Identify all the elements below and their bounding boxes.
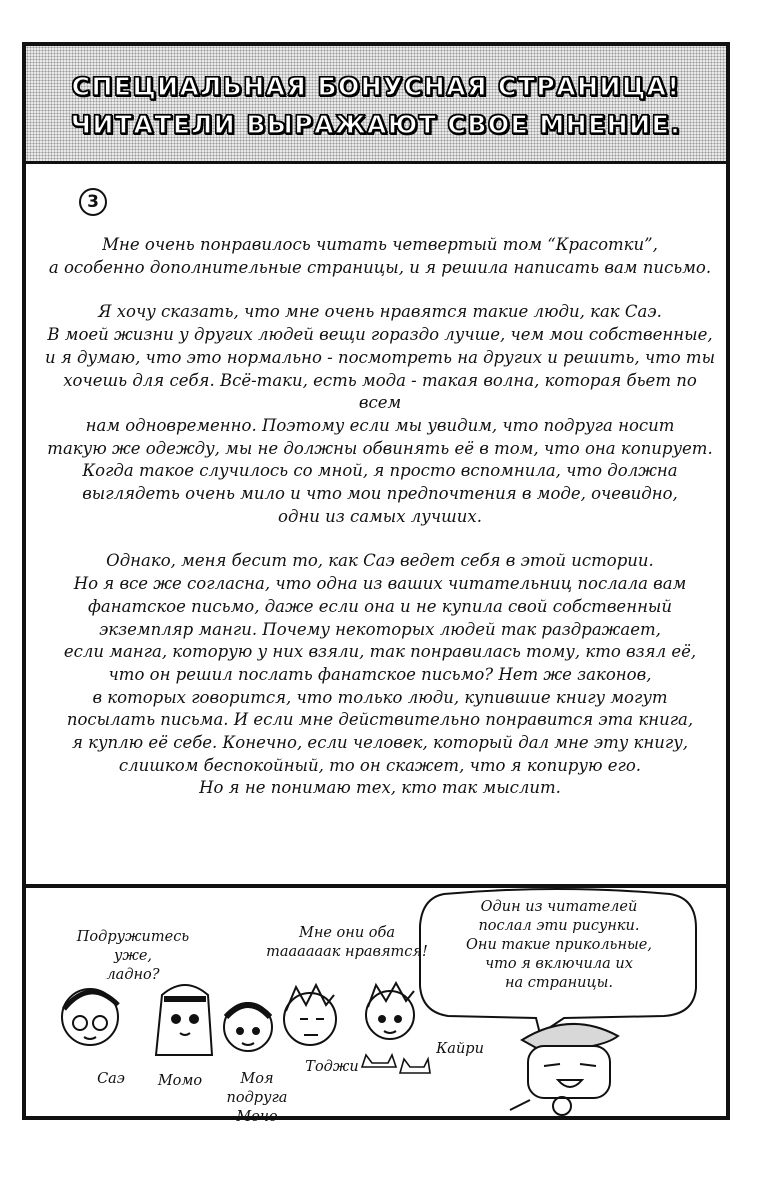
header-title-line2: ЧИТАТЕЛИ ВЫРАЖАЮТ СВОЕ МНЕНИЕ.	[70, 110, 682, 139]
label-friend-mocho: Моя подруга Мочо	[226, 1071, 288, 1125]
label-toji: Тоджи	[305, 1059, 359, 1075]
letter-paragraph: Я хочу сказать, что мне очень нравятся такие люди, как Саэ. В моей жизни у других людей вещи гораздо лучше, чем мои собственные, и я думаю, что это нормально - посмотреть на других и решить, что ты хочешь для себя. Всё-таки, есть мода - такая волна, которая бьет по всем нам одновременно. Поэтому если мы увидим, что подруга носит такую же одежду, мы не должны обвинять её в том, что она копирует. Когда такое случилось со мной, я просто вспомнила, что должна выглядеть очень мило и что мои предпочтения в моде, очевидно, одни из самых лучших.	[44, 302, 716, 526]
reader-drawings	[40, 975, 440, 1085]
caption-make-friends: Подружитесь уже, ладно?	[76, 929, 190, 983]
caption-love-them: Мне они оба таааааак нравятся!	[266, 925, 428, 960]
label-sae: Саэ	[97, 1071, 125, 1087]
speech-bubble-text: Один из читателей послал эти рисунки. Они такие прикольные, что я включила их на страницы.	[466, 899, 652, 991]
header-title-line1: СПЕЦИАЛЬНАЯ БОНУСНАЯ СТРАНИЦА!	[71, 72, 681, 101]
author-portrait-icon	[500, 1010, 650, 1120]
letter-paragraph: Однако, меня бесит то, как Саэ ведет себя в этой истории. Но я все же согласна, что одна из ваших читательниц послала вам фанатское письмо, даже если она и не купила свой собственный экземпляр манги. Почему некоторых людей так раздражает, если манга, которую у них взяли, так понравилась тому, кто взял её, что он решил послать фанатское письмо? Нет же законов, в которых говорится, что только люди, купившие книгу могут посылать письма. И если мне действительно понравится эта книга, я куплю её себе. Конечно, если человек, который дал мне эту книгу, слишком беспокойный, то он скажет, что я копирую его. Но я не понимаю тех, кто так мыслит.	[63, 551, 697, 798]
label-momo: Момо	[157, 1073, 203, 1089]
cat-icon	[362, 1055, 430, 1073]
letter-body	[40, 234, 720, 822]
mocho-sketch-icon	[224, 1003, 272, 1051]
label-kairi: Кайри	[436, 1041, 484, 1057]
speech-bubble	[414, 888, 700, 1028]
header-band	[26, 46, 726, 164]
kairi-sketch-icon	[366, 983, 414, 1039]
letter-number-badge: 3	[79, 188, 107, 216]
letter-paragraph: Мне очень понравилось читать четвертый том “Красотки”, а особенно дополнительные страницы, и я решила написать вам письмо.	[48, 235, 712, 277]
toji-sketch-icon	[284, 985, 336, 1045]
momo-sketch-icon	[156, 985, 212, 1055]
sae-sketch-icon	[62, 989, 118, 1045]
